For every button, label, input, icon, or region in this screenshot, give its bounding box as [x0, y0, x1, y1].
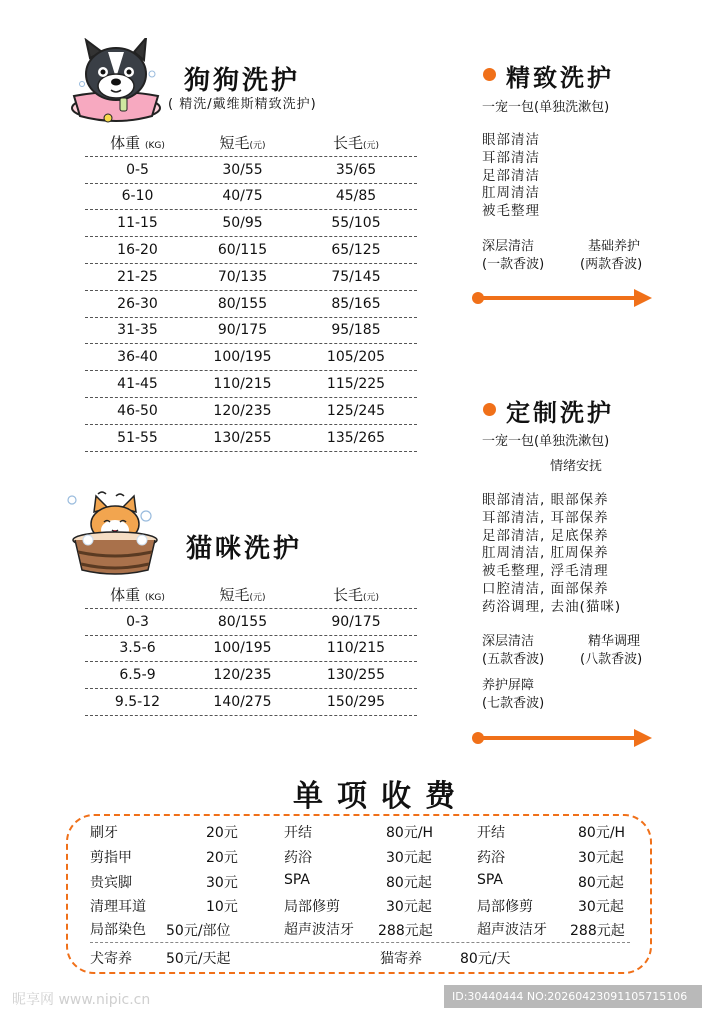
fine-wash-arrow — [472, 292, 652, 304]
cat-section-title: 猫咪洗护 — [186, 534, 303, 564]
weight-cell: 6-10 — [121, 188, 154, 205]
short-price-cell: 80/155 — [217, 613, 268, 630]
long-price-cell: 150/295 — [326, 694, 386, 711]
long-price-cell: 90/175 — [331, 613, 381, 630]
long-price-cell: 125/245 — [326, 402, 386, 419]
fee-item-price: 30元起 — [578, 899, 624, 915]
list-item: 被毛整理 — [482, 203, 540, 220]
table-header-row — [85, 130, 417, 157]
table-row — [85, 371, 417, 398]
fee-item-label: 超声波洁牙 — [284, 922, 354, 938]
long-price-cell: 85/165 — [331, 295, 381, 312]
weight-cell: 31-35 — [117, 322, 158, 339]
site-watermark: 昵享网 www.nipic.cn — [12, 992, 151, 1008]
dog-section-title: 狗狗洗护 — [184, 66, 301, 96]
fee-item-price: 80元起 — [578, 875, 624, 891]
long-price-cell: 55/105 — [331, 215, 381, 232]
table-row — [85, 318, 417, 345]
custom-wash-title: 定制洗护 — [506, 399, 614, 427]
list-item: 足部清洁 — [482, 167, 540, 184]
table-row — [85, 662, 417, 689]
weight-cell: 46-50 — [117, 402, 158, 419]
fee-item-label: 开结 — [284, 825, 312, 841]
cat-price-table — [85, 582, 417, 716]
single-fees-box — [66, 814, 652, 974]
cat-boarding-label: 猫寄养 — [380, 951, 422, 967]
long-hair-unit: (元) — [362, 593, 380, 604]
list-item: 眼部清洁, 眼部保养 — [482, 492, 609, 508]
barrier-care-shampoo: (七款香波) — [482, 696, 545, 711]
fee-item-price: 30元起 — [386, 899, 432, 915]
fine-basic-care — [580, 238, 642, 274]
fee-item-price: 80元/H — [386, 825, 434, 841]
fee-item-price: 80元/H — [578, 825, 626, 841]
basic-care-shampoo: (两款香波) — [580, 257, 643, 272]
cat-boarding-price: 80元/天 — [460, 951, 511, 967]
short-price-cell: 80/155 — [217, 295, 268, 312]
fee-item-label: 开结 — [477, 825, 505, 841]
short-price-cell: 120/235 — [213, 402, 272, 419]
fee-item-price: 288元起 — [570, 923, 625, 939]
long-hair-header: 长毛 — [332, 586, 363, 605]
short-price-cell: 90/175 — [217, 322, 268, 339]
basic-care-label: 基础养护 — [588, 239, 641, 254]
image-id-bar: ID:30440444 NO:20260423091105715106 — [444, 985, 702, 1008]
list-item: 药浴调理, 去油(猫咪) — [482, 598, 622, 615]
long-hair-unit: (元) — [362, 141, 380, 152]
table-row — [85, 237, 417, 264]
fee-item-label: 局部修剪 — [477, 899, 533, 915]
table-row — [85, 184, 417, 211]
short-price-cell: 140/275 — [213, 694, 272, 711]
table-row — [85, 210, 417, 237]
short-hair-header: 短毛 — [219, 586, 250, 605]
custom-barrier-care — [482, 677, 544, 713]
fee-item-label: 局部修剪 — [284, 899, 340, 915]
list-item: 被毛整理, 浮毛清理 — [482, 563, 609, 580]
long-hair-header: 长毛 — [332, 134, 363, 153]
short-hair-unit: (元) — [249, 593, 266, 604]
short-price-cell: 40/75 — [222, 188, 263, 205]
weight-cell: 36-40 — [117, 349, 158, 366]
table-row — [85, 344, 417, 371]
dog-boarding-price: 50元/天起 — [166, 951, 231, 967]
weight-unit: (KG) — [144, 141, 165, 152]
fee-item-price: 50元/部位 — [166, 923, 231, 939]
deep-clean-shampoo: (五款香波) — [482, 652, 545, 667]
fee-item-price: 30元起 — [578, 850, 624, 866]
long-price-cell: 45/85 — [335, 188, 377, 205]
weight-cell: 3.5-6 — [119, 640, 156, 657]
short-price-cell: 120/235 — [213, 667, 272, 684]
table-row — [85, 264, 417, 291]
weight-cell: 11-15 — [117, 215, 158, 232]
dog-section-subtitle: ( 精洗/戴维斯精致洗护) — [168, 97, 317, 112]
weight-cell: 9.5-12 — [114, 694, 161, 711]
weight-cell: 6.5-9 — [119, 667, 156, 684]
short-hair-unit: (元) — [249, 141, 266, 152]
table-row — [85, 398, 417, 425]
fine-deep-clean — [482, 238, 544, 274]
custom-wash-package-line: 一宠一包(单独洗漱包) — [482, 434, 610, 449]
weight-cell: 51-55 — [117, 429, 158, 446]
short-price-cell: 130/255 — [213, 429, 272, 446]
fee-divider — [90, 942, 630, 943]
fine-wash-package-line: 一宠一包(单独洗漱包) — [482, 100, 610, 115]
short-price-cell: 110/215 — [213, 376, 272, 393]
table-row — [85, 291, 417, 318]
short-price-cell: 50/95 — [222, 215, 263, 232]
long-price-cell: 95/185 — [331, 322, 381, 339]
weight-cell: 0-3 — [126, 613, 149, 630]
weight-cell: 26-30 — [117, 295, 158, 312]
fee-item-label: SPA — [284, 872, 311, 888]
table-header-row — [85, 582, 417, 609]
custom-wash-arrow — [472, 732, 652, 744]
short-price-cell: 70/135 — [217, 268, 268, 285]
short-price-cell: 30/55 — [222, 161, 263, 178]
weight-header: 体重 — [110, 586, 141, 605]
list-item: 耳部清洁 — [482, 149, 540, 166]
weight-cell: 16-20 — [117, 242, 158, 259]
fee-item-label: 局部染色 — [90, 922, 146, 938]
list-item: 肛周清洁, 肛周保养 — [482, 545, 609, 562]
fee-item-price: 80元起 — [386, 875, 432, 891]
short-price-cell: 100/195 — [213, 349, 272, 366]
dog-in-bathtub-illustration — [68, 38, 164, 124]
deep-clean-label: 深层清洁 — [482, 634, 535, 649]
essence-care-shampoo: (八款香波) — [580, 652, 643, 667]
table-row — [85, 157, 417, 184]
fine-wash-title: 精致洗护 — [506, 64, 614, 92]
long-price-cell: 115/225 — [326, 376, 386, 393]
table-row — [85, 425, 417, 452]
fee-item-label: SPA — [477, 872, 504, 888]
fee-item-price: 20元 — [206, 825, 238, 841]
fine-wash-items — [482, 132, 540, 221]
fee-item-label: 剪指甲 — [90, 850, 132, 866]
long-price-cell: 75/145 — [331, 268, 381, 285]
deep-clean-label: 深层清洁 — [482, 239, 535, 254]
table-row — [85, 636, 417, 663]
long-price-cell: 130/255 — [326, 667, 386, 684]
single-fees-title: 单项收费 — [293, 779, 469, 814]
fee-item-price: 20元 — [206, 850, 238, 866]
custom-wash-items — [482, 492, 621, 617]
deep-clean-shampoo: (一款香波) — [482, 257, 545, 272]
long-price-cell: 110/215 — [326, 640, 386, 657]
short-price-cell: 60/115 — [217, 242, 268, 259]
custom-wash-bullet — [483, 403, 496, 416]
long-price-cell: 65/125 — [331, 242, 381, 259]
fee-item-price: 10元 — [206, 899, 238, 915]
fee-item-label: 贵宾脚 — [90, 875, 132, 891]
essence-care-label: 精华调理 — [588, 634, 641, 649]
long-price-cell: 35/65 — [335, 161, 377, 178]
weight-header: 体重 — [110, 134, 141, 153]
fee-item-price: 30元起 — [386, 850, 432, 866]
dog-boarding-label: 犬寄养 — [90, 951, 132, 967]
list-item: 耳部清洁, 耳部保养 — [482, 509, 609, 526]
custom-deep-clean — [482, 633, 544, 669]
custom-wash-emotion-line: 情绪安抚 — [550, 459, 603, 474]
list-item: 足部清洁, 足底保养 — [482, 527, 609, 544]
table-row — [85, 609, 417, 636]
list-item: 眼部清洁 — [482, 132, 540, 148]
list-item: 口腔清洁, 面部保养 — [482, 580, 609, 597]
fee-item-price: 288元起 — [378, 923, 433, 939]
long-price-cell: 105/205 — [326, 349, 386, 366]
list-item: 肛周清洁 — [482, 185, 540, 202]
long-price-cell: 135/265 — [326, 429, 386, 446]
fee-item-label: 超声波洁牙 — [477, 922, 547, 938]
short-price-cell: 100/195 — [213, 640, 272, 657]
dog-price-table — [85, 130, 417, 452]
barrier-care-label: 养护屏障 — [482, 678, 535, 693]
weight-unit: (KG) — [144, 593, 165, 604]
cat-in-tub-illustration — [66, 490, 162, 576]
fee-item-price: 30元 — [206, 875, 238, 891]
weight-cell: 21-25 — [117, 268, 158, 285]
fee-item-label: 刷牙 — [90, 825, 118, 841]
custom-essence-care — [580, 633, 642, 669]
fine-wash-bullet — [483, 68, 496, 81]
fee-item-label: 药浴 — [477, 850, 505, 866]
weight-cell: 41-45 — [117, 376, 158, 393]
short-hair-header: 短毛 — [219, 134, 250, 153]
fee-item-label: 清理耳道 — [90, 899, 146, 915]
weight-cell: 0-5 — [126, 161, 149, 178]
table-row — [85, 689, 417, 716]
fee-item-label: 药浴 — [284, 850, 312, 866]
